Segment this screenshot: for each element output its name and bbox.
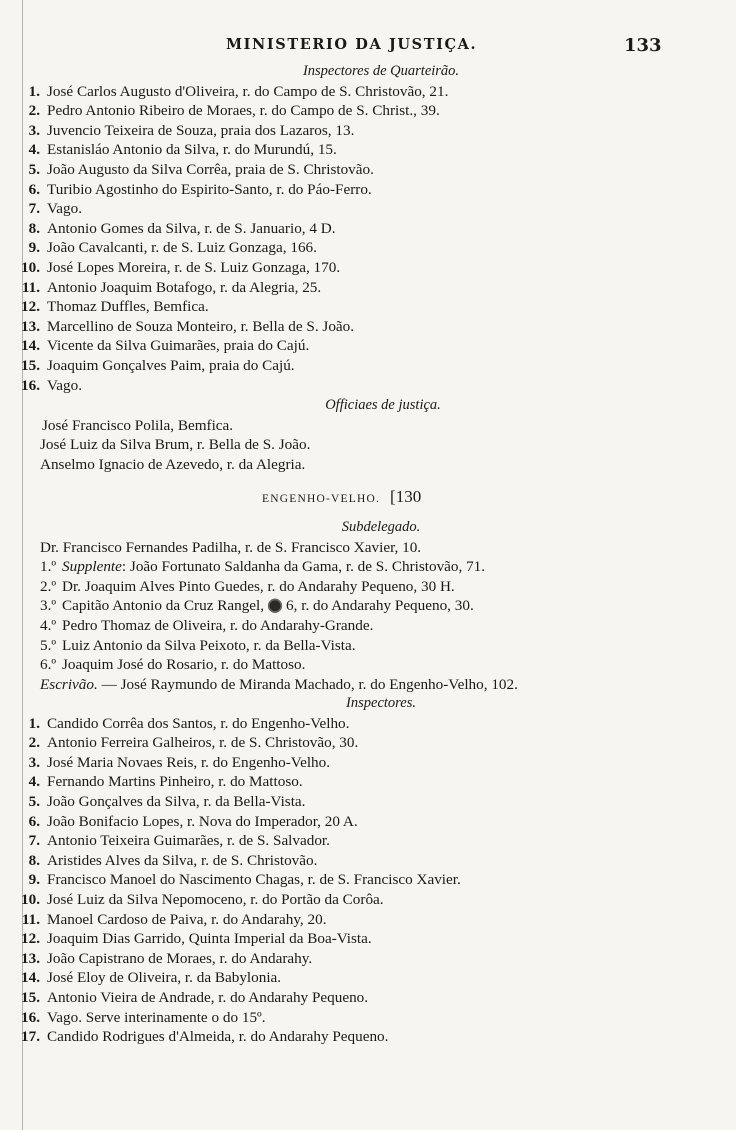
supplente-ordinal: 6.º bbox=[40, 656, 57, 674]
officer-entry: Anselmo Ignacio de Azevedo, r. da Alegria. bbox=[40, 455, 306, 473]
item-number: 17. bbox=[21, 1028, 40, 1046]
item-text: João Bonifacio Lopes, r. Nova do Imperador, 20 A. bbox=[47, 812, 358, 830]
supplente-text: Pedro Thomaz de Oliveira, r. do Andarahy-Grande. bbox=[62, 616, 374, 634]
item-text: José Carlos Augusto d'Oliveira, r. do Campo de S. Christovão, 21. bbox=[47, 82, 449, 100]
list-item bbox=[20, 714, 736, 734]
supplente-text-cont: 6, r. do Andarahy Pequeno, 30. bbox=[286, 597, 474, 615]
item-number: 8. bbox=[28, 219, 40, 237]
list-item bbox=[20, 851, 736, 871]
escrivao-label: Escrivão. bbox=[40, 675, 98, 693]
supplente-label: Supplente bbox=[62, 558, 122, 576]
supplente-ordinal: 2.º bbox=[40, 577, 57, 595]
list-item bbox=[20, 376, 736, 396]
list-item bbox=[20, 1008, 736, 1028]
list-item bbox=[20, 929, 736, 949]
supplente-entry bbox=[0, 577, 736, 597]
item-text: Joaquim Gonçalves Paim, praia do Cajú. bbox=[47, 356, 295, 374]
list-item bbox=[20, 317, 736, 337]
page-number: 133 bbox=[624, 35, 662, 56]
item-text: Antonio Joaquim Botafogo, r. da Alegria, 25. bbox=[47, 278, 322, 296]
item-number: 4. bbox=[28, 773, 40, 791]
list-item bbox=[20, 336, 736, 356]
item-text: Turibio Agostinho do Espirito-Santo, r. do Páo-Ferro. bbox=[47, 180, 372, 198]
supplente-text: Capitão Antonio da Cruz Rangel, bbox=[62, 597, 265, 615]
list-item bbox=[20, 356, 736, 376]
list-item bbox=[20, 140, 736, 160]
item-number: 16. bbox=[21, 376, 40, 394]
item-text: Francisco Manoel do Nascimento Chagas, r. de S. Francisco Xavier. bbox=[47, 871, 461, 889]
item-text: João Capistrano de Moraes, r. do Andarahy. bbox=[47, 949, 313, 967]
list-item bbox=[20, 1027, 736, 1047]
item-number: 1. bbox=[28, 82, 40, 100]
list-item bbox=[20, 949, 736, 969]
list-item bbox=[20, 180, 736, 200]
item-text: Vicente da Silva Guimarães, praia do Cajú. bbox=[47, 337, 310, 355]
item-number: 5. bbox=[28, 160, 40, 178]
list-item bbox=[20, 238, 736, 258]
district-name: ENGENHO-VELHO. bbox=[262, 493, 381, 505]
section-officiaes-justica bbox=[0, 396, 736, 474]
running-title: MINISTERIO DA JUSTIÇA. bbox=[226, 36, 478, 53]
item-number: 3. bbox=[28, 121, 40, 139]
section-heading: Officiaes de justiça. bbox=[325, 397, 441, 413]
item-text: Fernando Martins Pinheiro, r. do Mattoso. bbox=[47, 773, 303, 791]
supplente-ordinal: 1.º bbox=[40, 558, 57, 576]
item-number: 2. bbox=[28, 734, 40, 752]
item-text: Joaquim Dias Garrido, Quinta Imperial da Boa-Vista. bbox=[47, 930, 372, 948]
list-item bbox=[20, 121, 736, 141]
item-number: 8. bbox=[28, 851, 40, 869]
item-number: 6. bbox=[28, 180, 40, 198]
item-text: Antonio Gomes da Silva, r. de S. Januario, 4 D. bbox=[47, 219, 336, 237]
item-text: João Augusto da Silva Corrêa, praia de S. Christovão. bbox=[47, 160, 374, 178]
item-text: Marcellino de Souza Monteiro, r. Bella de S. João. bbox=[47, 317, 355, 335]
inspector-list bbox=[0, 714, 736, 1047]
list-item bbox=[20, 753, 736, 773]
item-number: 7. bbox=[28, 832, 40, 850]
district-heading bbox=[0, 487, 736, 507]
list-item bbox=[20, 812, 736, 832]
item-number: 2. bbox=[28, 102, 40, 120]
order-insignia-icon bbox=[267, 597, 283, 613]
item-number: 14. bbox=[21, 969, 40, 987]
item-text: Candido Rodrigues d'Almeida, r. do Andarahy Pequeno. bbox=[47, 1028, 389, 1046]
supplente-ordinal: 3.º bbox=[40, 597, 57, 615]
item-text: Vago. bbox=[47, 200, 83, 218]
inspector-list bbox=[0, 82, 736, 396]
item-text: José Luiz da Silva Nepomoceno, r. do Portão da Corôa. bbox=[47, 890, 384, 908]
section-inspectores-quarteirao bbox=[0, 62, 736, 395]
item-number: 1. bbox=[28, 714, 40, 732]
item-text: Candido Corrêa dos Santos, r. do Engenho-Velho. bbox=[47, 714, 350, 732]
district-number: [130 bbox=[390, 487, 422, 506]
escrivao-text: — José Raymundo de Miranda Machado, r. do Engenho-Velho, 102. bbox=[97, 675, 518, 693]
section-heading: Inspectores de Quarteirão. bbox=[302, 63, 460, 79]
section-heading: Inspectores. bbox=[346, 695, 416, 711]
supplente-entry bbox=[0, 596, 736, 616]
item-text: Vago. bbox=[47, 376, 83, 394]
supplente-entry bbox=[0, 616, 736, 636]
item-text: Manoel Cardoso de Paiva, r. do Andarahy, 20. bbox=[47, 910, 327, 928]
list-item bbox=[20, 219, 736, 239]
item-text: José Maria Novaes Reis, r. do Engenho-Velho. bbox=[47, 753, 331, 771]
item-number: 14. bbox=[21, 337, 40, 355]
section-inspectores bbox=[0, 694, 736, 1047]
item-text: Juvencio Teixeira de Souza, praia dos Lazaros, 13. bbox=[47, 121, 355, 139]
item-text: Pedro Antonio Ribeiro de Moraes, r. do Campo de S. Christ., 39. bbox=[47, 102, 440, 120]
item-text: Aristides Alves da Silva, r. de S. Christovão. bbox=[47, 851, 318, 869]
supplente-text: Joaquim José do Rosario, r. do Mattoso. bbox=[62, 656, 306, 674]
list-item bbox=[20, 831, 736, 851]
item-number: 11. bbox=[21, 278, 40, 296]
list-item bbox=[20, 968, 736, 988]
item-text: Antonio Vieira de Andrade, r. do Andarahy Pequeno. bbox=[47, 988, 369, 1006]
list-item bbox=[20, 199, 736, 219]
supplente-entry bbox=[0, 557, 736, 577]
item-text: Antonio Teixeira Guimarães, r. de S. Salvador. bbox=[47, 832, 330, 850]
item-text: Antonio Ferreira Galheiros, r. de S. Christovão, 30. bbox=[47, 734, 359, 752]
item-number: 9. bbox=[28, 871, 40, 889]
item-text: José Lopes Moreira, r. de S. Luiz Gonzaga, 170. bbox=[47, 258, 341, 276]
item-number: 13. bbox=[21, 949, 40, 967]
item-number: 6. bbox=[28, 812, 40, 830]
item-number: 9. bbox=[28, 239, 40, 257]
supplente-text: : João Fortunato Saldanha da Gama, r. de S. Christovão, 71. bbox=[121, 558, 486, 576]
item-number: 7. bbox=[28, 200, 40, 218]
item-number: 10. bbox=[21, 258, 40, 276]
item-text: Thomaz Duffles, Bemfica. bbox=[47, 298, 209, 316]
item-number: 12. bbox=[21, 298, 40, 316]
list-item bbox=[20, 82, 736, 102]
item-number: 16. bbox=[21, 1008, 40, 1026]
supplente-ordinal: 5.º bbox=[40, 636, 57, 654]
list-item bbox=[20, 160, 736, 180]
list-item bbox=[20, 258, 736, 278]
item-number: 12. bbox=[21, 930, 40, 948]
item-number: 15. bbox=[21, 988, 40, 1006]
escrivao-entry bbox=[0, 675, 736, 695]
list-item bbox=[20, 733, 736, 753]
supplente-text: Luiz Antonio da Silva Peixoto, r. da Bella-Vista. bbox=[62, 636, 356, 654]
item-text: Estanisláo Antonio da Silva, r. do Murundú, 15. bbox=[47, 141, 337, 159]
page-header bbox=[0, 36, 736, 60]
officer-entry: José Luiz da Silva Brum, r. Bella de S. João. bbox=[40, 436, 311, 454]
supplente-ordinal: 4.º bbox=[40, 616, 57, 634]
list-item bbox=[20, 870, 736, 890]
item-number: 15. bbox=[21, 356, 40, 374]
list-item bbox=[20, 890, 736, 910]
item-text: Vago. Serve interinamente o do 15º. bbox=[47, 1008, 266, 1026]
list-item bbox=[20, 792, 736, 812]
item-text: José Eloy de Oliveira, r. da Babylonia. bbox=[47, 969, 282, 987]
item-number: 13. bbox=[21, 317, 40, 335]
supplente-entry bbox=[0, 655, 736, 675]
officer-entry: José Francisco Polila, Bemfica. bbox=[42, 416, 234, 434]
supplente-text: Dr. Joaquim Alves Pinto Guedes, r. do Andarahy Pequeno, 30 H. bbox=[62, 577, 455, 595]
supplente-entry bbox=[0, 636, 736, 656]
item-number: 10. bbox=[21, 890, 40, 908]
list-item bbox=[20, 101, 736, 121]
item-text: João Cavalcanti, r. de S. Luiz Gonzaga, 166. bbox=[47, 239, 317, 257]
list-item bbox=[20, 988, 736, 1008]
section-subdelegado bbox=[0, 518, 736, 694]
item-number: 3. bbox=[28, 753, 40, 771]
list-item bbox=[20, 297, 736, 317]
section-heading: Subdelegado. bbox=[341, 519, 421, 535]
list-item bbox=[20, 910, 736, 930]
item-number: 4. bbox=[28, 141, 40, 159]
list-item bbox=[20, 278, 736, 298]
item-text: João Gonçalves da Silva, r. da Bella-Vista. bbox=[47, 792, 306, 810]
subdelegado-entry: Dr. Francisco Fernandes Padilha, r. de S. Francisco Xavier, 10. bbox=[40, 538, 422, 556]
list-item bbox=[20, 772, 736, 792]
item-number: 5. bbox=[28, 792, 40, 810]
item-number: 11. bbox=[21, 910, 40, 928]
